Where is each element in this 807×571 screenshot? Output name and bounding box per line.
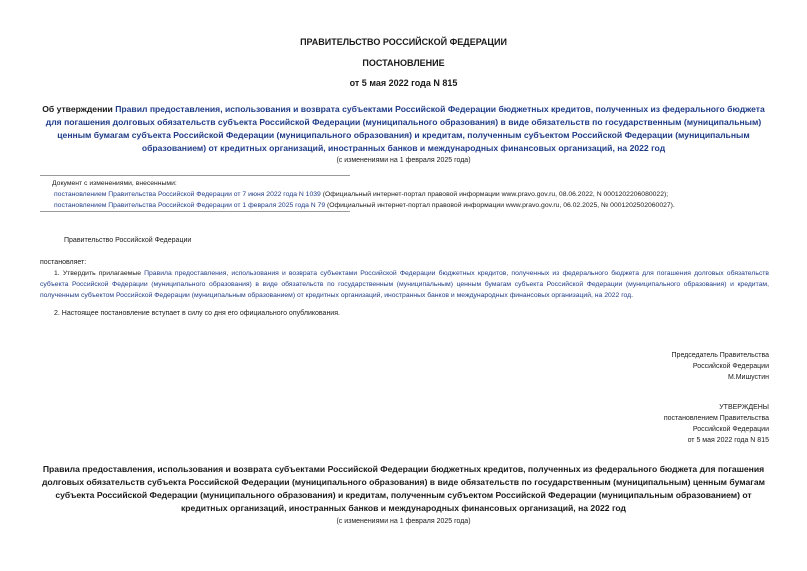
approved-label: УТВЕРЖДЕНЫ (719, 404, 769, 411)
amendments-top-divider (40, 175, 350, 176)
signature-name: М.Мишустин (727, 374, 769, 381)
document-date-number: от 5 мая 2022 года N 815 (349, 78, 458, 88)
paragraph-2: 2. Настоящее постановление вступает в силу со дня его официального опубликования. (54, 310, 340, 317)
amendment-source: (Официальный интернет-портал правовой информации www.pravo.gov.ru, 06.02.2025, № 0001202502060027). (325, 202, 675, 209)
government-name: Правительство Российской Федерации (64, 237, 192, 244)
document-type: ПОСТАНОВЛЕНИЕ (362, 58, 445, 68)
amendment-link-1039[interactable]: постановлением Правительства Российской Федерации от 7 июня 2022 года N 1039 (54, 191, 321, 198)
amendments-bottom-divider (40, 211, 350, 212)
approved-org: Российской Федерации (692, 426, 769, 433)
paragraph-1-suffix: . (631, 292, 634, 299)
paragraph-1 (40, 268, 769, 301)
rules-title: Правила предоставления, использования и возврата субъектами Российской Федерации бюджетных кредитов, полученных из федерального бюджета для погашения долговых обязательств субъекта Российской Федерации (муниципального образования) в виде обязательств по государственным (муниципальным) ценным бумагам субъекта Российской Федерации (муниципального образования) и кредитам, полученным субъектом Российской Федерации (муниципальным образованием) от кредитных организаций, иностранных банков и международных финансовых организаций, на 2022 год (41, 464, 766, 513)
approved-by: постановлением Правительства (663, 415, 769, 422)
signature-org: Российской Федерации (692, 363, 769, 370)
decides-label: постановляет: (40, 259, 87, 266)
rules-link[interactable]: Правила предоставления, использования и возврата субъектами Российской Федерации бюджетных кредитов, полученных из федерального бюджета для погашения долговых обязательств субъекта Российской Федерации (муниципального образования) в виде обязательств по государственным (муниципальным) ценным бумагам субъекта Российской Федерации (муниципального образования) и кредитам, полученным субъектом Российской Федерации (муниципальным образованием) от кредитных организаций, иностранных банков и международных финансовых организаций, на 2022 год (40, 270, 769, 299)
document-title (40, 103, 767, 155)
amendments-heading: Документ с изменениями, внесенными: (52, 180, 177, 187)
approved-block (664, 402, 769, 446)
amendments-block (52, 178, 772, 211)
rules-changes-note: (с изменениями на 1 февраля 2025 года) (336, 518, 471, 525)
signature-position: Председатель Правительства (671, 352, 769, 359)
amendment-item (52, 200, 772, 211)
signature-block (672, 350, 769, 383)
amendment-item (52, 189, 772, 200)
government-heading: ПРАВИТЕЛЬСТВО РОССИЙСКОЙ ФЕДЕРАЦИИ (300, 37, 507, 47)
amendment-link-79[interactable]: постановлением Правительства Российской Федерации от 1 февраля 2025 года N 79 (54, 202, 326, 209)
amendment-source: (Официальный интернет-портал правовой информации www.pravo.gov.ru, 08.06.2022, N 0001202206080022); (320, 191, 669, 198)
rules-title-link[interactable]: Правил предоставления, использования и возврата субъектами Российской Федерации бюджетных кредитов, полученных из федерального бюджета для погашения долговых обязательств субъекта Российской Федерации (муниципального образования) в виде обязательств по государственным (муниципальным) ценным бумагам субъекта Российской Федерации (муниципального образования) и кредитам, полученным субъектом Российской Федерации (муниципальным образованием) от кредитных организаций, иностранных банков и международных финансовых организаций, на 2022 год (45, 104, 765, 153)
changes-note: (с изменениями на 1 февраля 2025 года) (336, 157, 471, 164)
paragraph-1-prefix: 1. Утвердить прилагаемые (54, 270, 145, 277)
document-title-prefix: Об утверждении (42, 104, 116, 114)
approved-date: от 5 мая 2022 года N 815 (687, 437, 769, 444)
